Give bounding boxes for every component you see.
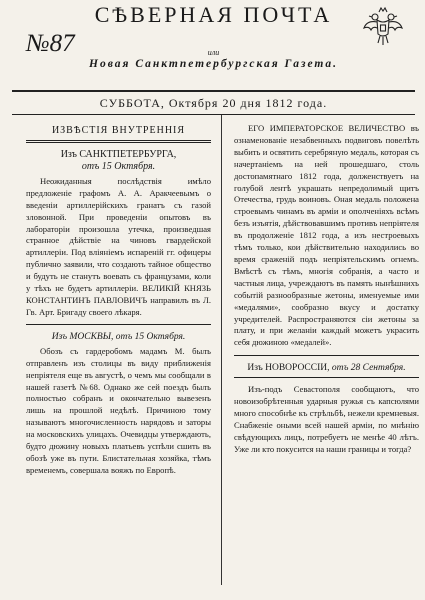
article-medal: ЕГО ИМПЕРАТОРСКОЕ ВЕЛИЧЕСТВО въ ознаменованіе незабвенныхъ подвиговъ повелѣть выбить и освятить серебряную медаль, которая съ начертаніемъ на ней прошедшаго, столь достопамятнаго 1812 года, долженствуетъ на голубой лентѣ украшать непредолимый щитъ Отечества, грудь воиновъ. Оная медаль положена строевымъ чинамъ въ арміи и ополченіяхъ всѣмъ безъ изъятія, дѣйствовавшимъ противъ непріятеля въ продолженіе 1812 года, а изъ нестроевыхъ тѣмъ только, кои дѣйствительно находились во время сраженій подъ непріятельскимъ огнемъ. Вмѣстѣ съ тѣмъ, многія собранія, а часто и частныя лица, учреждаютъ въ память нынѣшнихъ событій разнообразные жетоны, именуемые ими «медалями», сообразно вкусу и достатку учредителей. Распространяются сіи жетоны за плату, и при желаніи каждый можетъ украсить себя дюжиною «медалей». (234, 123, 419, 348)
dateline-moscow: Изъ МОСКВЫ, отъ 15 Октября. (51, 331, 186, 342)
dateline-rule (234, 377, 419, 378)
section-title: ИЗВѢСТІЯ ВНУТРЕННІЯ (51, 125, 186, 136)
left-column (26, 115, 211, 477)
right-column (234, 115, 419, 456)
section-rule (26, 140, 211, 143)
dateline-place: Изъ САНКТПЕТЕРБУРГА, (60, 148, 177, 160)
newspaper-subtitle: Новая Санктпетербургская Газета. (89, 58, 338, 70)
article-divider (234, 355, 419, 356)
title-connector: или (207, 48, 220, 57)
dateline-place: Изъ НОВОРОССІИ, (247, 363, 330, 374)
issue-date: СУББОТА, Октября 20 дня 1812 года. (12, 90, 415, 115)
column-divider (221, 115, 222, 585)
masthead (12, 0, 415, 84)
article-divider (26, 324, 211, 325)
dateline-date: отъ 28 Сентября. (331, 363, 406, 374)
dateline-date: отъ 15 Октября. (81, 160, 156, 172)
issue-number: №87 (26, 30, 75, 57)
article-moscow: Обозъ съ гардеробомъ мадамъ М. былъ отправленъ изъ столицы въ виду приближенія непріятеля еще въ августѣ, о чемъ мы сообщали в нашей газетѣ №68. Однако же сей поездъ былъ полностью собранъ и окончательно вывезенъ лишь на прошлой недѣлѣ. Причиною тому называютъ многочисленность нарядовъ и заторы на московскихъ улицахъ. Очевидцы утверждають, будто дюжину новыхъ платьевъ успѣли сшить въ обозѣ уже въ пути. Блистательная хозяйка, тѣмъ временемъ, совершала вояжъ по Европѣ. (26, 345, 211, 475)
article-sevastopol: Изъ-подъ Севастополя сообщаютъ, что новоизобрѣтенныя ударныя ружья съ капсюлями много способнѣе къ стрѣльбѣ, нежели кремневыя. Снабженіе оными всей нашей арміи, по мнѣнію свѣдующихъ лицъ, потребуетъ не менѣе 40 лѣтъ. Уже ли кто покусится на наши границы и тогда? (234, 384, 419, 454)
newspaper-title: СѢВЕРНАЯ ПОЧТА (94, 2, 333, 27)
dateline-novorossia (234, 362, 419, 374)
dateline-petersburg (26, 149, 211, 173)
double-headed-eagle-icon (361, 4, 405, 48)
article-petersburg: Неожиданныя послѣдствія имѣло предложеніе графомъ А. А. Аракчеевымъ о введеніи артиллерійскихъ гранатъ съ газой зловонной. При проведеніи опытовъ въ лабораторіи произошла утечка, произведшая странное дѣйствіе на чиновъ гвардейской артиллеріи. Под вліяніемъ испареній гг. офицеры публично заявили, что создають тайное общество и будуть не станутъ воевать съ французами, коли у тѣхъ не будетъ артиллеріи. ВЕЛИКІЙ КНЯЗЬ КОНСТАНТИНЪ ПАВЛОВИЧЪ направилъ въ Л. Гв. Арт. Бригаду своего лѣкаря. (26, 175, 211, 317)
